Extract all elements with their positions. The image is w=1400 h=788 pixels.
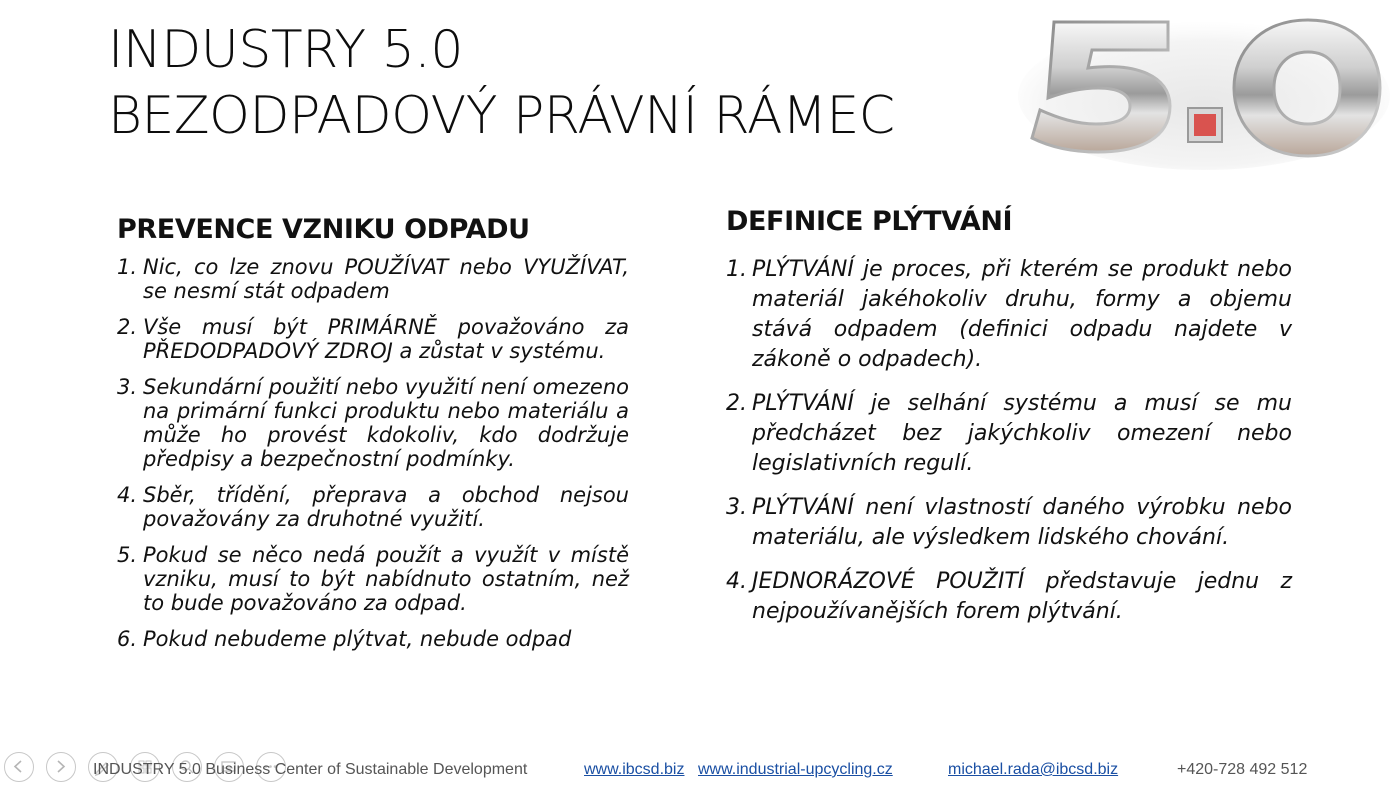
item-number: 6. bbox=[117, 627, 138, 651]
item-text: PLÝTVÁNÍ je selhání systému a musí se mu předcházet bez jakýchkoliv omezení nebo legislativních regulí. bbox=[752, 391, 1292, 476]
list-item bbox=[117, 375, 629, 471]
title-line-1: INDUSTRY 5.0 bbox=[108, 20, 463, 80]
item-text: Pokud se něco nedá použít a využít v místě vzniku, musí to být nabídnuto ostatním, než to bude považováno za odpad. bbox=[143, 543, 629, 615]
item-text: Vše musí být PRIMÁRNĚ považováno za PŘEDODPADOVÝ ZDROJ a zůstat v systému. bbox=[143, 315, 629, 363]
list-item bbox=[726, 493, 1292, 553]
waste-definition-column bbox=[726, 206, 1292, 641]
item-text: PLÝTVÁNÍ není vlastností daného výrobku nebo materiálu, ale výsledkem lidského chování. bbox=[752, 495, 1292, 550]
list-item bbox=[726, 567, 1292, 627]
item-number: 4. bbox=[726, 569, 747, 594]
item-number: 3. bbox=[726, 495, 747, 520]
list-item bbox=[117, 543, 629, 615]
chrome-5-0-logo bbox=[1018, 6, 1390, 170]
slide-title bbox=[108, 18, 895, 150]
item-text: Nic, co lze znovu POUŽÍVAT nebo VYUŽÍVAT, se nesmí stát odpadem bbox=[143, 255, 629, 303]
item-number: 2. bbox=[117, 315, 138, 339]
prevention-heading: PREVENCE VZNIKU ODPADU bbox=[117, 214, 530, 245]
list-item bbox=[726, 389, 1292, 479]
next-slide-icon[interactable] bbox=[46, 752, 76, 782]
slide-footer bbox=[0, 752, 1400, 788]
item-number: 3. bbox=[117, 375, 138, 399]
item-number: 1. bbox=[726, 257, 747, 282]
title-line-2: BEZODPADOVÝ PRÁVNÍ RÁMEC bbox=[108, 86, 895, 146]
ibcsd-website-link[interactable]: www.ibcsd.biz bbox=[584, 761, 685, 778]
item-number: 1. bbox=[117, 255, 138, 279]
list-item bbox=[117, 627, 629, 651]
item-number: 2. bbox=[726, 391, 747, 416]
item-text: Pokud nebudeme plýtvat, nebude odpad bbox=[143, 627, 572, 651]
prevention-list bbox=[117, 255, 629, 651]
industrial-upcycling-link[interactable]: www.industrial-upcycling.cz bbox=[698, 761, 893, 778]
item-text: Sběr, třídění, přeprava a obchod nejsou považovány za druhotné využití. bbox=[143, 483, 629, 531]
item-number: 4. bbox=[117, 483, 138, 507]
prevention-column bbox=[117, 214, 629, 663]
list-item bbox=[117, 255, 629, 303]
waste-definition-list bbox=[726, 255, 1292, 627]
item-text: PLÝTVÁNÍ je proces, při kterém se produkt nebo materiál jakéhokoliv druhu, formy a objemu stává odpadem (definici odpadu najdete v zákoně o odpadech). bbox=[752, 257, 1292, 372]
item-text: Sekundární použití nebo využití není omezeno na primární funkci produktu nebo materiálu a může ho provést kdokoliv, kdo dodržuje předpisy a bezpečnostní podmínky. bbox=[143, 375, 629, 471]
previous-slide-icon[interactable] bbox=[4, 752, 34, 782]
list-item bbox=[117, 483, 629, 531]
list-item bbox=[117, 315, 629, 363]
phone-number: +420-728 492 512 bbox=[1177, 761, 1308, 778]
waste-definition-heading: DEFINICE PLÝTVÁNÍ bbox=[726, 206, 1013, 237]
list-item bbox=[726, 255, 1292, 375]
item-number: 5. bbox=[117, 543, 138, 567]
organization-name: INDUSTRY 5.0 Business Center of Sustainable Development bbox=[93, 761, 528, 778]
item-text: JEDNORÁZOVÉ POUŽITÍ představuje jednu z nejpoužívanějších forem plýtvání. bbox=[752, 569, 1292, 624]
email-link[interactable]: michael.rada@ibcsd.biz bbox=[948, 761, 1119, 778]
